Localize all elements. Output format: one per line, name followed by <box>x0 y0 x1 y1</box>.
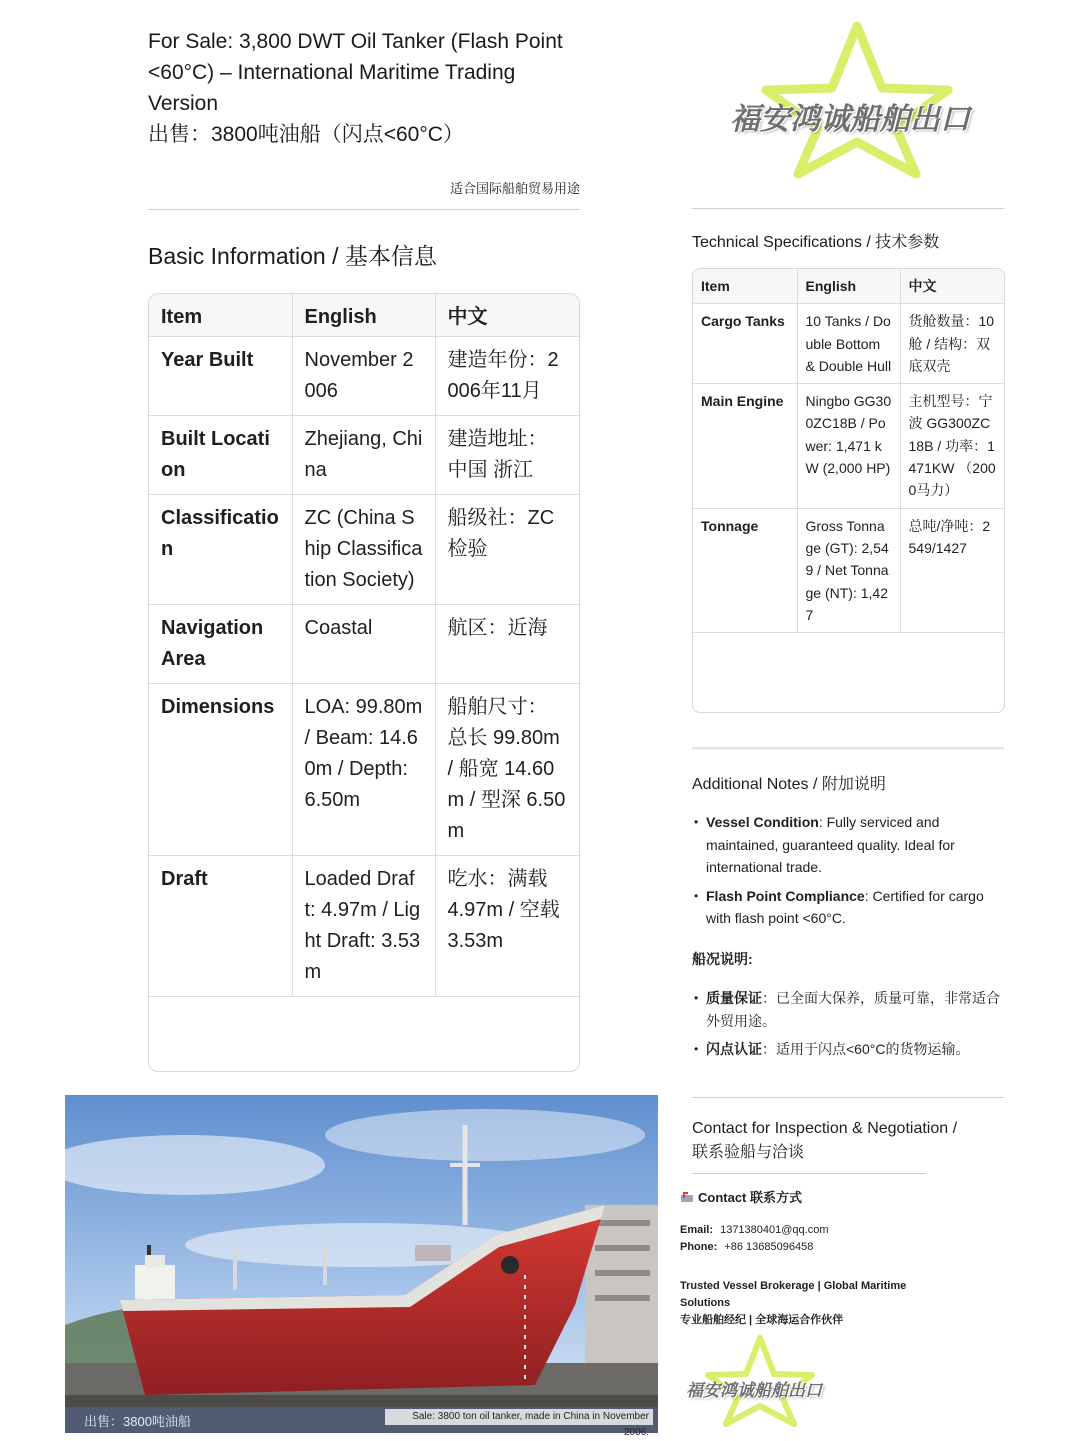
column-header: English <box>797 269 900 304</box>
notes-list-chinese <box>692 987 1012 1067</box>
notes-chinese-heading: 船况说明: <box>692 951 753 967</box>
contact-heading-line: Contact for Inspection & Negotiation / <box>692 1120 958 1137</box>
note-text: ：适用于闪点<60°C的货物运输。 <box>762 1041 970 1057</box>
list-item <box>692 811 1012 879</box>
row-item: Built Location <box>149 416 292 495</box>
basic-info-heading: Basic Information / 基本信息 <box>148 243 437 269</box>
contact-heading-line: 联系验船与洽谈 <box>692 1144 805 1161</box>
table-header-row <box>693 269 1004 304</box>
tanker-illustration <box>65 1095 658 1433</box>
tagline <box>680 1278 930 1329</box>
tanker-photo <box>65 1095 658 1433</box>
tagline-line: Trusted Vessel Brokerage | Global Maritime Solutions <box>680 1280 907 1309</box>
row-chinese: 建造地址：中国 浙江 <box>435 416 579 495</box>
list-item <box>692 885 1012 930</box>
row-english: ZC (China Ship Classification Society) <box>292 495 435 605</box>
note-label: 闪点认证 <box>706 1041 762 1057</box>
note-label: Vessel Condition <box>706 814 819 830</box>
row-english: Zhejiang, China <box>292 416 435 495</box>
photo-caption-english: Sale: 3800 ton oil tanker, made in China in November 2006. <box>385 1409 653 1425</box>
brand-logo-small <box>684 1334 844 1428</box>
contact-heading <box>692 1117 1012 1165</box>
title-line: For Sale: 3,800 DWT Oil Tanker (Flash Point <box>148 30 563 53</box>
row-item: Year Built <box>149 337 292 416</box>
row-item: Tonnage <box>693 508 797 632</box>
email-label: Email: <box>680 1224 714 1236</box>
note-text: ：已全面大保养，质量可靠，非常适合外贸用途。 <box>706 990 1000 1029</box>
table-row <box>693 304 1004 384</box>
table-row <box>149 856 579 997</box>
phone-value[interactable]: +86 13685096458 <box>724 1241 814 1253</box>
tech-specs-table <box>692 268 1005 713</box>
column-header: 中文 <box>900 269 1004 304</box>
notes-divider <box>692 747 1004 750</box>
subtitle: 适合国际船舶贸易用途 <box>449 181 580 196</box>
contact-email <box>680 1221 829 1239</box>
contact-subheading-text: Contact 联系方式 <box>698 1190 803 1205</box>
note-text: : Certified for cargo with flash point <60°C. <box>706 887 984 926</box>
brand-name: 福安鸿诚船舶出口 <box>730 103 970 136</box>
photo-caption-chinese: 出售：3800吨油船 <box>84 1414 191 1429</box>
row-english: Ningbo GG300ZC18B / Power: 1,471 kW (2,000 HP) <box>797 384 900 508</box>
row-english: November 2006 <box>292 337 435 416</box>
row-english: Gross Tonnage (GT): 2,549 / Net Tonnage (NT): 1,427 <box>797 508 900 632</box>
table-header-row <box>149 294 579 337</box>
row-item: Cargo Tanks <box>693 304 797 384</box>
row-english: Loaded Draft: 4.97m / Light Draft: 3.53m <box>292 856 435 997</box>
row-chinese: 主机型号：宁波 GG300ZC18B / 功率：1471KW （2000马力） <box>900 384 1004 508</box>
contact-divider <box>692 1097 1004 1098</box>
email-value[interactable]: 1371380401@qq.com <box>720 1224 829 1236</box>
column-header: 中文 <box>435 294 579 337</box>
row-chinese: 航区：近海 <box>435 605 579 684</box>
column-header: English <box>292 294 435 337</box>
table-row <box>149 416 579 495</box>
table-row <box>149 495 579 605</box>
contact-subheading <box>680 1187 802 1206</box>
row-chinese: 货舱数量：10舱 / 结构：双底双壳 <box>900 304 1004 384</box>
brand-name: 福安鸿诚船舶出口 <box>686 1381 822 1400</box>
column-header: Item <box>149 294 292 337</box>
row-item: Main Engine <box>693 384 797 508</box>
title-line: Version <box>148 92 219 115</box>
list-item <box>692 987 1012 1032</box>
row-item: Navigation Area <box>149 605 292 684</box>
row-chinese: 船舶尺寸：总长 99.80m / 船宽 14.60m / 型深 6.50m <box>435 684 579 856</box>
table-row <box>149 684 579 856</box>
row-item: Dimensions <box>149 684 292 856</box>
title-line-chinese: 出售：3800吨油船（闪点<60°C） <box>148 123 464 146</box>
table-row <box>693 384 1004 508</box>
table-row <box>149 337 579 416</box>
list-item <box>692 1038 1012 1061</box>
title-line: <60°C) – International Maritime Trading <box>148 61 516 84</box>
row-item: Classification <box>149 495 292 605</box>
header-divider <box>148 209 580 210</box>
brand-logo <box>722 20 1002 180</box>
row-chinese: 船级社：ZC 检验 <box>435 495 579 605</box>
notes-list-english <box>692 811 1012 936</box>
tagline-line: 专业船舶经纪 | 全球海运合作伙伴 <box>680 1314 844 1326</box>
row-english: LOA: 99.80m / Beam: 14.60m / Depth: 6.50m <box>292 684 435 856</box>
notes-heading: Additional Notes / 附加说明 <box>692 776 886 793</box>
basic-info-table <box>148 293 580 1072</box>
contact-phone <box>680 1238 813 1256</box>
note-label: 质量保证 <box>706 990 762 1006</box>
note-label: Flash Point Compliance <box>706 887 865 904</box>
row-chinese: 总吨/净吨：2549/1427 <box>900 508 1004 632</box>
row-english: 10 Tanks / Double Bottom & Double Hull <box>797 304 900 384</box>
column-header: Item <box>693 269 797 304</box>
row-item: Draft <box>149 856 292 997</box>
contact-sub-divider <box>692 1173 926 1174</box>
row-chinese: 吃水：满载 4.97m / 空载 3.53m <box>435 856 579 997</box>
row-english: Coastal <box>292 605 435 684</box>
page-title <box>148 26 588 150</box>
tech-divider <box>692 208 1004 209</box>
row-chinese: 建造年份：2006年11月 <box>435 337 579 416</box>
phone-label: Phone: <box>680 1241 718 1253</box>
table-row <box>149 605 579 684</box>
table-row <box>693 508 1004 632</box>
note-text: : Fully serviced and maintained, guaranteed quality. Ideal for international trade. <box>706 814 955 875</box>
tech-specs-heading: Technical Specifications / 技术参数 <box>692 234 940 251</box>
mailbox-icon <box>680 1191 694 1203</box>
